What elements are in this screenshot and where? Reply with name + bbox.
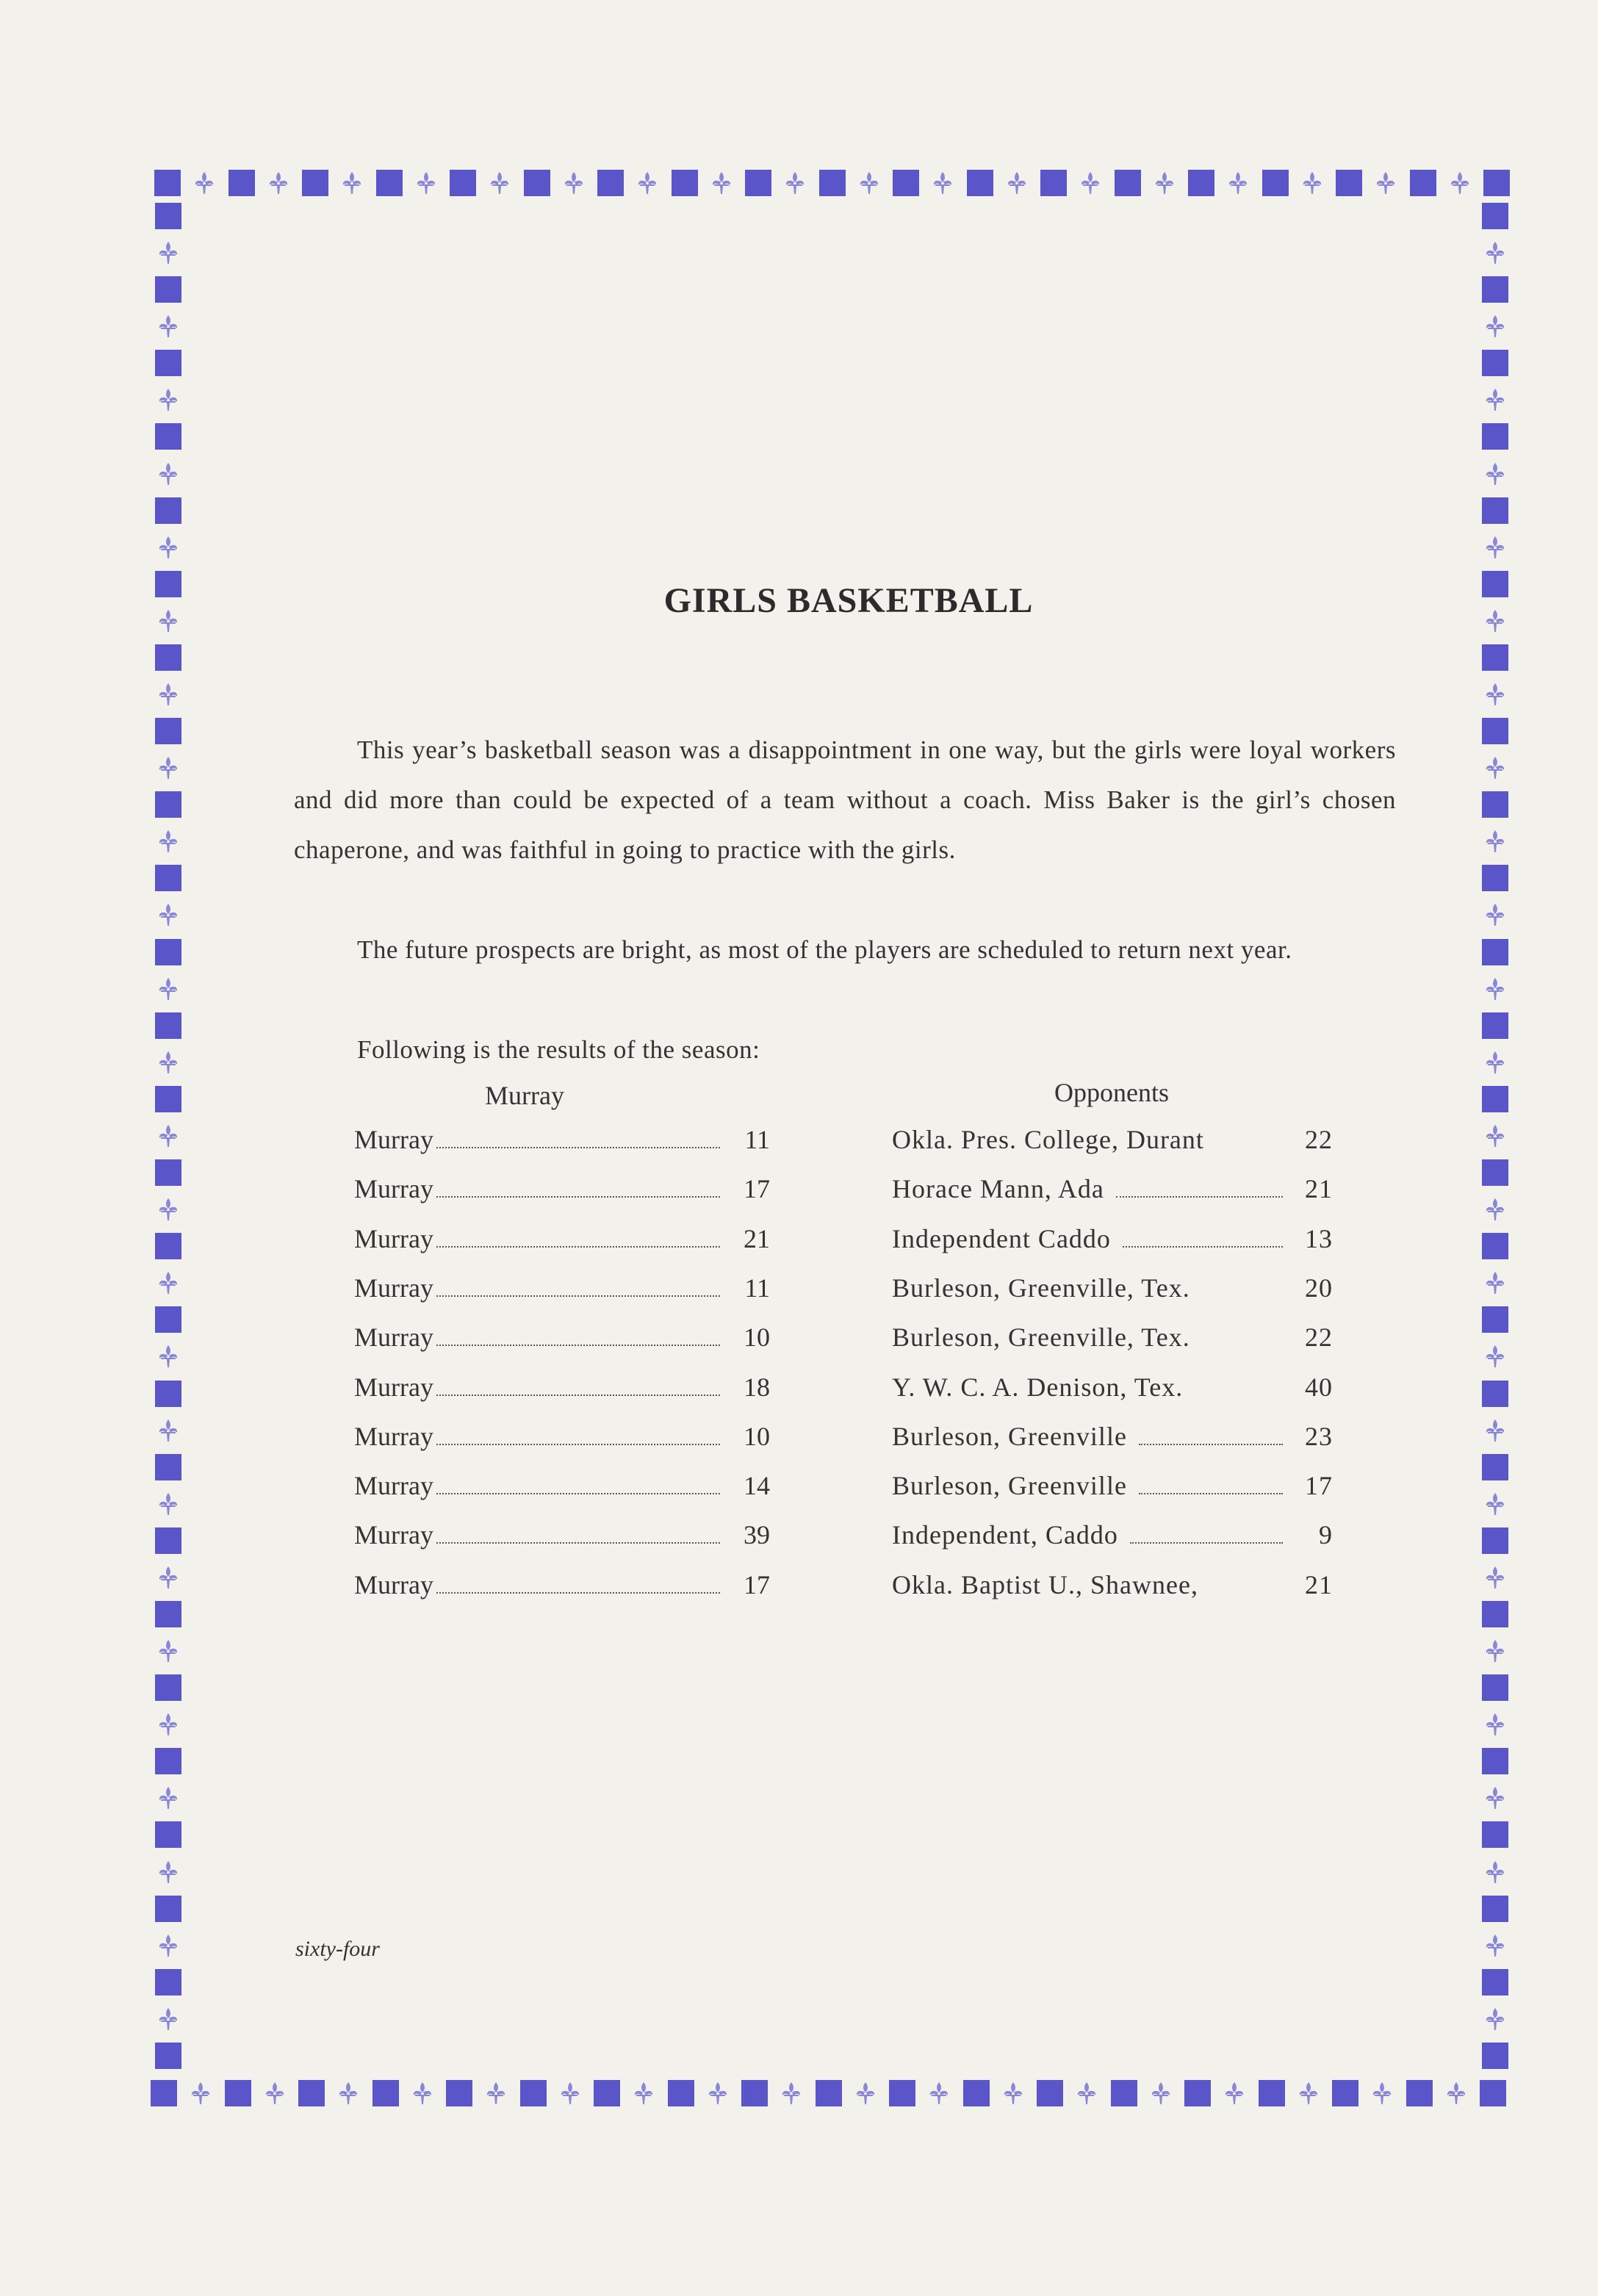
opponent-score-cell [892,1421,1333,1452]
square-ornament-icon [819,170,846,196]
team-score: 14 [744,1471,770,1501]
murray-score-cell [354,1372,770,1403]
square-ornament-icon [1482,939,1508,965]
square-ornament-icon [1482,2043,1508,2069]
top-decorative-border [154,166,1510,200]
square-ornament-icon [155,423,181,450]
square-ornament-icon [1482,1748,1508,1774]
square-ornament-icon [1482,791,1508,818]
murray-score-cell [354,1569,770,1600]
square-ornament-icon [889,2080,915,2106]
fleur-de-lis-icon [1482,828,1508,854]
dot-leader [436,1147,720,1148]
fleur-de-lis-icon [155,1859,181,1885]
fleur-de-lis-icon [155,1564,181,1591]
square-ornament-icon [1482,350,1508,376]
opponent-score: 22 [1305,1125,1333,1154]
opponent-name: Burleson, Greenville [892,1471,1127,1501]
fleur-de-lis-icon [155,1491,181,1517]
square-ornament-icon [155,497,181,524]
opponent-score-cell [892,1223,1333,1254]
fleur-de-lis-icon [1482,1123,1508,1149]
opponent-name: Horace Mann, Ada [892,1174,1104,1204]
fleur-de-lis-icon [1482,1785,1508,1811]
square-ornament-icon [1482,1969,1508,1995]
murray-score-cell [354,1322,770,1353]
fleur-de-lis-icon [1482,1196,1508,1223]
square-ornament-icon [1332,2080,1358,2106]
square-ornament-icon [372,2080,399,2106]
fleur-de-lis-icon [1299,170,1325,196]
square-ornament-icon [298,2080,325,2106]
square-ornament-icon [520,2080,547,2106]
dot-leader [436,1444,720,1445]
square-ornament-icon [741,2080,768,2106]
fleur-de-lis-icon [856,170,882,196]
square-ornament-icon [672,170,698,196]
fleur-de-lis-icon [1482,976,1508,1002]
square-ornament-icon [302,170,328,196]
team-score: 17 [744,1569,770,1599]
opponent-score-cell [892,1470,1333,1501]
team-score: 10 [744,1421,770,1451]
opponent-score-cell [892,1273,1333,1303]
team-name: Murray [354,1421,433,1451]
dot-leader [436,1493,720,1494]
fleur-de-lis-icon [155,1343,181,1370]
fleur-de-lis-icon [1482,1270,1508,1296]
intro-paragraph: This year’s basketball season was a disappointment in one way, but the girls were loyal workers and did more than could be expected of a team without a coach. Miss Baker is the girl’s chosen chaperone, and was faithful in going to practice with the girls. [294,735,1396,864]
fleur-de-lis-icon [155,902,181,928]
fleur-de-lis-icon [155,313,181,339]
murray-score-cell [354,1124,770,1155]
opponent-score: 20 [1305,1273,1333,1303]
opponent-score-cell [892,1372,1333,1403]
square-ornament-icon [155,1896,181,1922]
opponent-score-cell [892,1519,1333,1550]
square-ornament-icon [1482,718,1508,744]
fleur-de-lis-icon [191,170,217,196]
square-ornament-icon [1115,170,1141,196]
fleur-de-lis-icon [561,170,587,196]
fleur-de-lis-icon [1482,386,1508,413]
murray-score-cell [354,1273,770,1303]
fleur-de-lis-icon [1482,1417,1508,1444]
square-ornament-icon [1037,2080,1063,2106]
square-ornament-icon [155,1527,181,1554]
square-ornament-icon [816,2080,842,2106]
square-ornament-icon [155,1601,181,1627]
fleur-de-lis-icon [155,240,181,266]
results-intro-paragraph: Following is the results of the season: [357,1035,760,1064]
square-ornament-icon [1482,497,1508,524]
team-score: 18 [744,1372,770,1402]
team-score: 11 [744,1125,770,1154]
square-ornament-icon [225,2080,251,2106]
square-ornament-icon [1482,1233,1508,1259]
fleur-de-lis-icon [155,1417,181,1444]
dot-leader [436,1592,720,1594]
dot-leader [436,1295,720,1297]
team-name: Murray [354,1372,433,1402]
opponent-score-cell [892,1322,1333,1353]
murray-column-header: Murray [485,1081,564,1110]
team-name: Murray [354,1273,433,1303]
fleur-de-lis-icon [155,534,181,561]
square-ornament-icon [1482,1674,1508,1701]
square-ornament-icon [668,2080,694,2106]
fleur-de-lis-icon [1073,2080,1100,2106]
dot-leader [436,1246,720,1248]
square-ornament-icon [967,170,993,196]
opponent-name: Burleson, Greenville [892,1421,1127,1451]
fleur-de-lis-icon [155,1123,181,1149]
fleur-de-lis-icon [1482,1491,1508,1517]
opponent-score: 21 [1305,1569,1333,1599]
square-ornament-icon [446,2080,472,2106]
bottom-decorative-border [151,2076,1506,2110]
fleur-de-lis-icon [1221,2080,1248,2106]
page-title: GIRLS BASKETBALL [663,581,1034,620]
opponent-score: 40 [1305,1372,1333,1402]
dot-leader [1139,1493,1283,1494]
opponent-score-cell [892,1569,1333,1600]
square-ornament-icon [1480,2080,1506,2106]
square-ornament-icon [1410,170,1436,196]
square-ornament-icon [376,170,403,196]
square-ornament-icon [1111,2080,1137,2106]
opponent-score: 9 [1319,1520,1333,1550]
square-ornament-icon [1482,1159,1508,1186]
fleur-de-lis-icon [1151,170,1178,196]
fleur-de-lis-icon [630,2080,657,2106]
opponent-score-cell [892,1124,1333,1155]
fleur-de-lis-icon [155,828,181,854]
fleur-de-lis-icon [778,2080,805,2106]
fleur-de-lis-icon [155,1196,181,1223]
opponent-name: Independent Caddo [892,1223,1111,1253]
square-ornament-icon [1040,170,1067,196]
dot-leader [1139,1444,1283,1445]
fleur-de-lis-icon [1148,2080,1174,2106]
square-ornament-icon [1188,170,1214,196]
opponent-name: Okla. Baptist U., Shawnee, [892,1569,1198,1599]
square-ornament-icon [228,170,255,196]
team-score: 11 [744,1273,770,1303]
opponent-score: 22 [1305,1322,1333,1353]
square-ornament-icon [524,170,550,196]
fleur-de-lis-icon [155,1638,181,1664]
murray-score-cell [354,1519,770,1550]
opponents-column-header: Opponents [1054,1078,1169,1107]
team-score: 17 [744,1174,770,1204]
square-ornament-icon [155,1306,181,1333]
fleur-de-lis-icon [705,2080,731,2106]
square-ornament-icon [450,170,476,196]
square-ornament-icon [155,718,181,744]
dot-leader [436,1394,720,1396]
square-ornament-icon [1482,865,1508,891]
dot-leader [436,1196,720,1198]
square-ornament-icon [155,203,181,229]
square-ornament-icon [155,2043,181,2069]
fleur-de-lis-icon [1295,2080,1322,2106]
fleur-de-lis-icon [1443,2080,1469,2106]
opponent-name: Burleson, Greenville, Tex. [892,1322,1190,1353]
fleur-de-lis-icon [852,2080,879,2106]
prospects-paragraph: The future prospects are bright, as most of the players are scheduled to return next year. [357,935,1292,964]
team-name: Murray [354,1569,433,1599]
square-ornament-icon [745,170,771,196]
fleur-de-lis-icon [929,170,956,196]
square-ornament-icon [155,1748,181,1774]
fleur-de-lis-icon [708,170,735,196]
square-ornament-icon [1259,2080,1285,2106]
fleur-de-lis-icon [413,170,439,196]
square-ornament-icon [597,170,624,196]
square-ornament-icon [151,2080,177,2106]
fleur-de-lis-icon [155,755,181,781]
square-ornament-icon [155,939,181,965]
right-decorative-border [1478,203,1512,2069]
murray-score-cell [354,1173,770,1204]
fleur-de-lis-icon [1482,534,1508,561]
square-ornament-icon [1482,1601,1508,1627]
murray-score-cell [354,1223,770,1254]
square-ornament-icon [155,791,181,818]
team-name: Murray [354,1520,433,1550]
opponent-score-cell [892,1173,1333,1204]
fleur-de-lis-icon [155,681,181,708]
square-ornament-icon [155,1821,181,1848]
fleur-de-lis-icon [1482,1564,1508,1591]
square-ornament-icon [893,170,919,196]
square-ornament-icon [1482,1306,1508,1333]
square-ornament-icon [1482,1896,1508,1922]
fleur-de-lis-icon [155,1932,181,1959]
opponent-score: 17 [1305,1471,1333,1501]
fleur-de-lis-icon [335,2080,361,2106]
dot-leader [436,1542,720,1544]
square-ornament-icon [155,644,181,671]
fleur-de-lis-icon [1482,1859,1508,1885]
fleur-de-lis-icon [1447,170,1473,196]
square-ornament-icon [155,1381,181,1407]
fleur-de-lis-icon [1369,2080,1395,2106]
fleur-de-lis-icon [155,1711,181,1738]
fleur-de-lis-icon [1482,240,1508,266]
fleur-de-lis-icon [1482,1343,1508,1370]
dot-leader [1130,1542,1283,1544]
opponent-score: 21 [1305,1174,1333,1204]
team-name: Murray [354,1223,433,1253]
fleur-de-lis-icon [1482,313,1508,339]
square-ornament-icon [155,1969,181,1995]
square-ornament-icon [1262,170,1289,196]
fleur-de-lis-icon [1482,1638,1508,1664]
square-ornament-icon [155,865,181,891]
square-ornament-icon [154,170,181,196]
square-ornament-icon [1482,423,1508,450]
dot-leader [1123,1246,1283,1248]
left-decorative-border [151,203,185,2069]
square-ornament-icon [1482,1527,1508,1554]
square-ornament-icon [155,350,181,376]
square-ornament-icon [1482,1086,1508,1112]
fleur-de-lis-icon [1482,1932,1508,1959]
opponent-name: Independent, Caddo [892,1520,1118,1550]
fleur-de-lis-icon [155,1270,181,1296]
fleur-de-lis-icon [1000,2080,1026,2106]
fleur-de-lis-icon [187,2080,214,2106]
square-ornament-icon [1482,644,1508,671]
fleur-de-lis-icon [1077,170,1104,196]
square-ornament-icon [155,1086,181,1112]
square-ornament-icon [1336,170,1362,196]
fleur-de-lis-icon [155,976,181,1002]
fleur-de-lis-icon [1482,1711,1508,1738]
fleur-de-lis-icon [782,170,808,196]
square-ornament-icon [155,1454,181,1480]
murray-score-cell [354,1421,770,1452]
fleur-de-lis-icon [1482,461,1508,487]
opponent-score: 23 [1305,1421,1333,1451]
fleur-de-lis-icon [1482,902,1508,928]
fleur-de-lis-icon [155,1049,181,1076]
dot-leader [436,1345,720,1346]
square-ornament-icon [1482,1821,1508,1848]
opponent-score: 13 [1305,1223,1333,1253]
fleur-de-lis-icon [155,2006,181,2032]
square-ornament-icon [1482,203,1508,229]
opponent-name: Burleson, Greenville, Tex. [892,1273,1190,1303]
team-name: Murray [354,1125,433,1154]
team-score: 39 [744,1520,770,1550]
fleur-de-lis-icon [155,386,181,413]
square-ornament-icon [1482,1454,1508,1480]
square-ornament-icon [155,1012,181,1039]
team-score: 21 [744,1223,770,1253]
square-ornament-icon [1483,170,1510,196]
fleur-de-lis-icon [1372,170,1399,196]
fleur-de-lis-icon [339,170,365,196]
square-ornament-icon [594,2080,620,2106]
fleur-de-lis-icon [155,461,181,487]
fleur-de-lis-icon [1482,755,1508,781]
fleur-de-lis-icon [1225,170,1251,196]
dot-leader [1116,1196,1283,1198]
square-ornament-icon [155,1159,181,1186]
square-ornament-icon [1482,1012,1508,1039]
fleur-de-lis-icon [265,170,292,196]
fleur-de-lis-icon [926,2080,952,2106]
square-ornament-icon [1184,2080,1211,2106]
square-ornament-icon [155,276,181,303]
fleur-de-lis-icon [1482,681,1508,708]
fleur-de-lis-icon [262,2080,288,2106]
team-score: 10 [744,1322,770,1353]
opponent-name: Okla. Pres. College, Durant [892,1125,1204,1154]
fleur-de-lis-icon [486,170,513,196]
square-ornament-icon [1482,1381,1508,1407]
fleur-de-lis-icon [1482,1049,1508,1076]
square-ornament-icon [1406,2080,1433,2106]
team-name: Murray [354,1322,433,1353]
fleur-de-lis-icon [483,2080,509,2106]
square-ornament-icon [155,1674,181,1701]
opponent-name: Y. W. C. A. Denison, Tex. [892,1372,1184,1402]
fleur-de-lis-icon [557,2080,583,2106]
page-number: sixty-four [295,1937,380,1961]
fleur-de-lis-icon [155,1785,181,1811]
team-name: Murray [354,1174,433,1204]
fleur-de-lis-icon [1482,2006,1508,2032]
fleur-de-lis-icon [1004,170,1030,196]
square-ornament-icon [963,2080,990,2106]
fleur-de-lis-icon [634,170,661,196]
murray-score-cell [354,1470,770,1501]
team-name: Murray [354,1471,433,1501]
square-ornament-icon [1482,276,1508,303]
square-ornament-icon [155,1233,181,1259]
fleur-de-lis-icon [409,2080,436,2106]
